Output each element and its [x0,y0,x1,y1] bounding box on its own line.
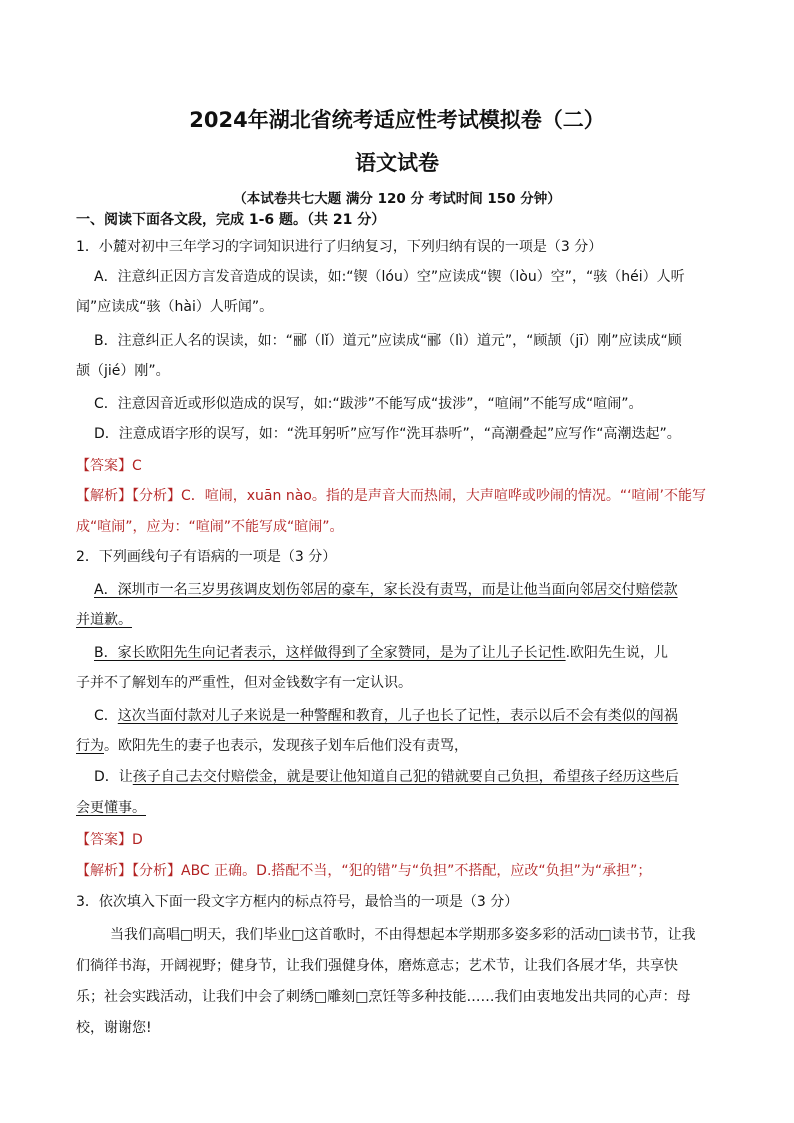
question-1-stem: 1．小麓对初中三年学习的字词知识进行了归纳复习，下列归纳有误的一项是（3 分） [76,239,603,255]
q1-option-c: C．注意因音近或形似造成的误写，如:“跋涉”不能写成“拔涉”，“喧闹”不能写成“喧闹”。 [94,396,643,412]
q2-option-d-line2: 会更懂事。 [76,800,146,816]
section-heading: 一、阅读下面各文段，完成 1-6 题。（共 21 分） [76,212,386,228]
q1-analysis-line2: 成“喧闹”，应为：“喧闹”不能写成“暄闹”。 [76,519,344,535]
q2-option-b-underlined: B．家长欧阳先生向记者表示，这样做得到了全家赞同，是为了让儿子长记性 [94,645,566,661]
q3-passage-line3: 乐；社会实践活动，让我们中会了刺绣□雕刻□烹饪等多种技能……我们由衷地发出共同的心声：母 [76,989,691,1005]
q2-analysis: 【解析】【分析】ABC 正确。D.搭配不当，“犯的错”与“负担”不搭配，应改“负担”为“承担”； [76,863,652,879]
exam-subtitle: 语文试卷 [355,151,439,175]
q1-option-a-line1: A．注意纠正因方言发音造成的误读，如:“锲（lóu）空”应读成“锲（lòu）空”，“骇（héi）人听 [94,269,685,285]
q2-answer: 【答案】D [76,832,143,848]
q1-option-a-line2: 闻”应读成“骇（hài）人听闻”。 [76,299,274,315]
exam-title: 2024年湖北省统考适应性考试模拟卷（二） [189,108,605,132]
q2-option-b-rest: .欧阳先生说，儿 [565,645,669,661]
q2-option-b-line2: 子并不了解划车的严重性，但对金钱数字有一定认识。 [76,675,412,691]
q1-answer: 【答案】C [76,458,142,474]
q2-option-a-line1: A．深圳市一名三岁男孩调皮划伤邻居的豪车，家长没有责骂，而是让他当面向邻居交付赔偿款 [94,582,678,598]
q2-option-d-line1 [94,769,679,785]
q1-option-b-line2: 颉（jié）刚”。 [76,363,170,379]
q2-option-d-underlined: 孩子自己去交付赔偿金，就是要让他知道自己犯的错就要自己负担，希望孩子经历这些后 [132,769,679,785]
q2-option-c-prefix: C． [94,708,118,724]
q3-passage-line4: 校，谢谢您! [76,1020,152,1036]
question-2-stem: 2．下列画线句子有语病的一项是（3 分） [76,549,337,565]
q1-analysis-line1: 【解析】【分析】C．喧闹，xuān nào。指的是声音大而热闹，大声喧哗或吵闹的情况。“‘喧闹’不能写 [76,488,707,504]
exam-note: （本试卷共七大题 满分 120 分 考试时间 150 分钟） [233,191,561,207]
q2-option-b-line1 [94,645,668,661]
q2-option-c-rest: 。欧阳先生的妻子也表示，发现孩子划车后他们没有责骂， [104,738,468,754]
q2-option-c-underlined-2: 行为 [76,738,104,754]
q2-option-c-underlined: 这次当面付款对儿子来说是一种警醒和教育，儿子也长了记性，表示以后不会有类似的闯祸 [117,708,678,724]
q2-option-c-line2 [76,738,468,754]
question-3-stem: 3．依次填入下面一段文字方框内的标点符号，最恰当的一项是（3 分） [76,894,519,910]
q1-option-b-line1: B．注意纠正人名的误读，如：“郦（lǐ）道元”应读成“郦（lì）道元”，“顾颉（jī）刚”应读成“顾 [94,333,682,349]
q3-passage-line2: 们徜徉书海，开阔视野；健身节，让我们强健身体，磨炼意志；艺术节，让我们各展才华，共享快 [76,958,678,974]
q2-option-a-line2: 并道歉。 [76,612,132,628]
q3-passage-line1: 当我们高唱□明天，我们毕业□这首歌时，不由得想起本学期那多姿多彩的活动□读书节，让我 [110,927,696,943]
q2-option-c-line1 [94,708,678,724]
q1-option-d: D．注意成语字形的误写，如：“洗耳躬听”应写作“洗耳恭听”，“高潮叠起”应写作“高潮迭起”。 [94,426,681,442]
q2-option-d-prefix: D．让 [94,769,133,785]
